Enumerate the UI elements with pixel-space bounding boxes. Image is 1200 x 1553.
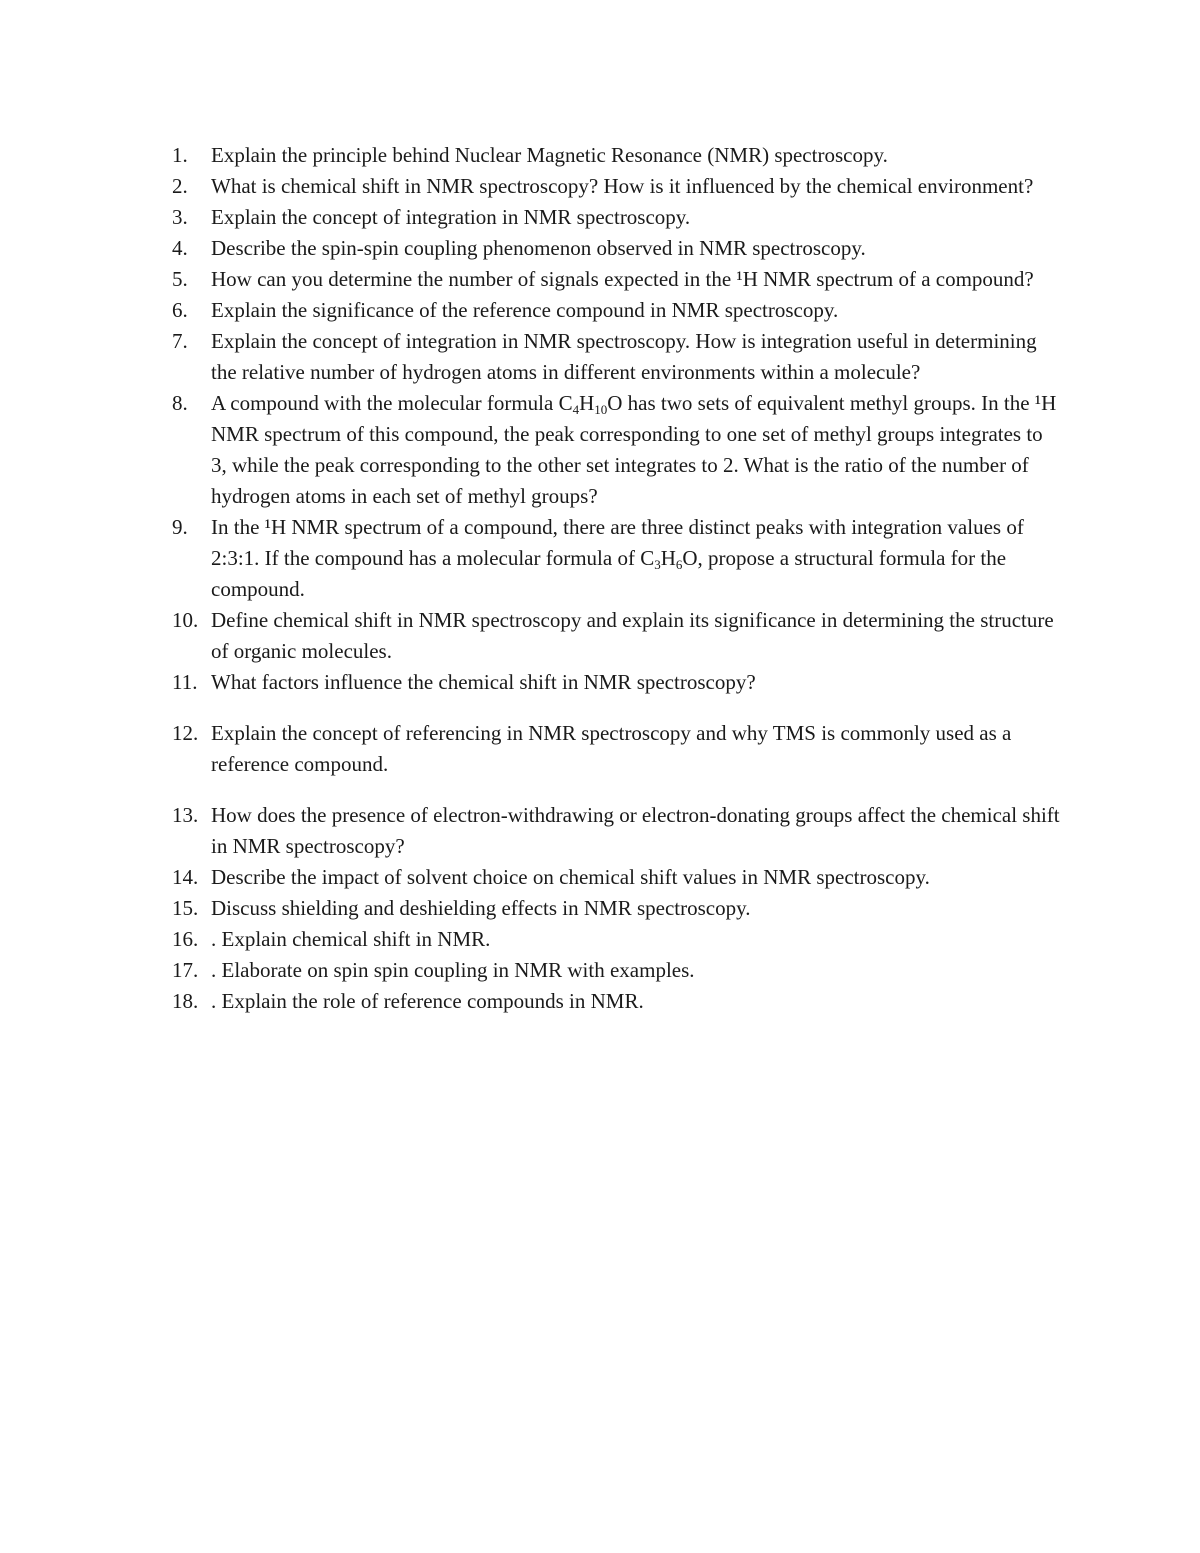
question-item	[172, 605, 1062, 667]
question-number: 17.	[172, 958, 199, 982]
question-text: . Explain chemical shift in NMR.	[211, 927, 491, 951]
question-number: 5.	[172, 267, 188, 291]
question-item	[172, 388, 1062, 512]
question-number: 18.	[172, 989, 199, 1013]
question-item	[172, 295, 1062, 326]
question-number: 15.	[172, 896, 199, 920]
question-item	[172, 202, 1062, 233]
question-number: 14.	[172, 865, 199, 889]
formula-subscript: 3	[654, 557, 661, 572]
question-item	[172, 233, 1062, 264]
question-item	[172, 800, 1062, 862]
question-text	[211, 388, 1062, 512]
formula-subscript: 6	[675, 557, 683, 572]
formula-text-mid: H	[660, 546, 676, 570]
question-number: 3.	[172, 205, 188, 229]
question-number: 9.	[172, 515, 188, 539]
formula-text-after: O has two sets of equivalent methyl groups. In the ¹H NMR spectrum of this compound, the peak corresponding to one set of methyl groups integrates to 3, while the peak corresponding to the other set integrates to 2. What is the ratio of the number of hydrogen atoms in each set of methyl groups?	[211, 391, 1057, 508]
formula-text-before: In the ¹H NMR spectrum of a compound, there are three distinct peaks with integration values of 2:3:1. If the compound has a molecular formula of C	[211, 515, 1024, 570]
formula-subscript: 10	[594, 402, 608, 417]
question-number: 16.	[172, 927, 199, 951]
question-item	[172, 718, 1062, 780]
question-text: How can you determine the number of signals expected in the ¹H NMR spectrum of a compound?	[211, 267, 1034, 291]
formula-text-before: A compound with the molecular formula C	[211, 391, 573, 415]
question-item	[172, 862, 1062, 893]
question-item	[172, 986, 1062, 1017]
question-item	[172, 264, 1062, 295]
question-text: Describe the spin-spin coupling phenomenon observed in NMR spectroscopy.	[211, 236, 866, 260]
question-text: How does the presence of electron-withdrawing or electron-donating groups affect the chemical shift in NMR spectroscopy?	[211, 803, 1060, 858]
question-text: Explain the principle behind Nuclear Magnetic Resonance (NMR) spectroscopy.	[211, 143, 888, 167]
question-item	[172, 955, 1062, 986]
formula-text-after: O, propose a structural formula for the compound.	[211, 546, 1007, 601]
question-number: 10.	[172, 608, 199, 632]
question-item	[172, 924, 1062, 955]
question-text: Explain the concept of referencing in NMR spectroscopy and why TMS is commonly used as a reference compound.	[211, 721, 1012, 776]
question-text: . Explain the role of reference compounds in NMR.	[211, 989, 644, 1013]
question-text: Describe the impact of solvent choice on chemical shift values in NMR spectroscopy.	[211, 865, 930, 889]
question-text: What factors influence the chemical shift in NMR spectroscopy?	[211, 670, 756, 694]
formula-text-mid: H	[579, 391, 595, 415]
formula-subscript: 4	[572, 402, 580, 417]
question-text: Define chemical shift in NMR spectroscopy and explain its significance in determining the structure of organic molecules.	[211, 608, 1054, 663]
question-list	[172, 140, 1062, 1017]
question-text: Explain the concept of integration in NMR spectroscopy.	[211, 205, 691, 229]
question-number: 12.	[172, 721, 199, 745]
question-item	[172, 326, 1062, 388]
question-number: 13.	[172, 803, 199, 827]
question-number: 1.	[172, 143, 188, 167]
question-text: Discuss shielding and deshielding effects in NMR spectroscopy.	[211, 896, 751, 920]
question-number: 2.	[172, 174, 188, 198]
question-item	[172, 667, 1062, 698]
question-item	[172, 171, 1062, 202]
question-text: Explain the concept of integration in NMR spectroscopy. How is integration useful in determining the relative number of hydrogen atoms in different environments within a molecule?	[211, 329, 1037, 384]
question-item	[172, 512, 1062, 605]
question-number: 6.	[172, 298, 188, 322]
question-number: 11.	[172, 670, 198, 694]
question-number: 4.	[172, 236, 188, 260]
question-number: 8.	[172, 391, 188, 415]
question-text	[211, 512, 1062, 605]
question-number: 7.	[172, 329, 188, 353]
question-text: . Elaborate on spin spin coupling in NMR with examples.	[211, 958, 695, 982]
question-text: Explain the significance of the reference compound in NMR spectroscopy.	[211, 298, 839, 322]
question-text: What is chemical shift in NMR spectroscopy? How is it influenced by the chemical environment?	[211, 174, 1034, 198]
question-item	[172, 140, 1062, 171]
question-item	[172, 893, 1062, 924]
